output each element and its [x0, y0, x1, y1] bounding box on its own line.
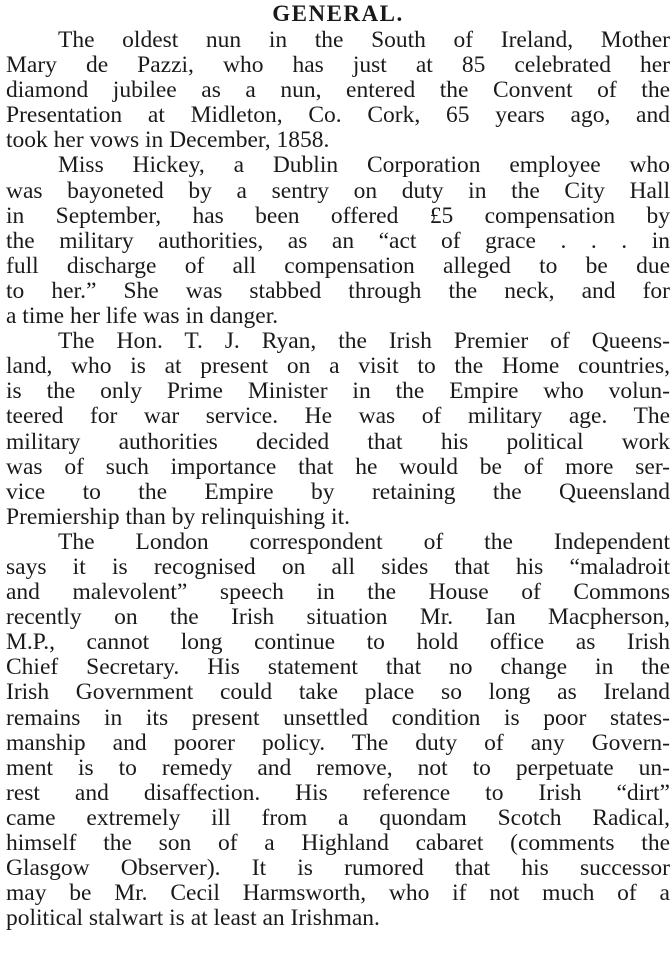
text-line: took her vows in December, 1858. — [6, 127, 330, 154]
text-line: in September, has been offered £5 compensation by — [6, 202, 670, 229]
text-line: Premiership than by relinquishing it. — [6, 503, 350, 530]
text-line: may be Mr. Cecil Harmsworth, who if not much of a — [6, 880, 670, 907]
text-line: recently on the Irish situation Mr. Ian Macpherson, — [6, 604, 670, 631]
article-body — [6, 28, 670, 931]
text-line: to her.” She was stabbed through the neck, and for — [6, 277, 670, 304]
text-line: political stalwart is at least an Irishman. — [6, 905, 380, 932]
text-line: Irish Government could take place so long as Ireland — [6, 679, 670, 706]
text-line: diamond jubilee as a nun, entered the Convent of the — [6, 77, 670, 104]
text-line: land, who is at present on a visit to the Home countries, — [6, 353, 670, 380]
text-line: Chief Secretary. His statement that no change in the — [6, 654, 670, 681]
text-line: manship and poorer policy. The duty of any Govern- — [6, 729, 670, 756]
text-line: rest and disaffection. His reference to Irish “dirt” — [6, 779, 670, 806]
text-line: ment is to remedy and remove, not to perpetuate un- — [6, 754, 670, 781]
text-line: full discharge of all compensation alleged to be due — [6, 252, 670, 279]
paragraph — [6, 530, 670, 932]
paragraph — [6, 329, 670, 530]
text-line: was of such importance that he would be of more ser- — [6, 453, 670, 480]
text-line: military authorities decided that his political work — [6, 428, 670, 455]
text-line: the military authorities, as an “act of grace . . . in — [6, 227, 670, 254]
text-line: was bayoneted by a sentry on duty in the City Hall — [6, 177, 670, 204]
text-line: came extremely ill from a quondam Scotch Radical, — [6, 804, 670, 831]
text-line: vice to the Empire by retaining the Queensland — [6, 478, 670, 505]
text-line: M.P., cannot long continue to hold office as Irish — [6, 629, 670, 656]
text-line: Glasgow Observer). It is rumored that his successor — [6, 855, 670, 882]
text-line: The oldest nun in the South of Ireland, Mother — [58, 27, 670, 53]
text-line: Mary de Pazzi, who has just at 85 celebrated her — [6, 52, 670, 79]
text-line: teered for war service. He was of military age. The — [6, 403, 670, 430]
text-line: The Hon. T. J. Ryan, the Irish Premier of Queens- — [58, 328, 670, 355]
paragraph — [6, 28, 670, 153]
text-line: The London correspondent of the Independent — [58, 528, 670, 555]
text-line: says it is recognised on all sides that his “maladroit — [6, 553, 670, 580]
text-line: a time her life was in danger. — [6, 303, 279, 330]
text-line: himself the son of a Highland cabaret (comments the — [6, 830, 670, 856]
text-line: Miss Hickey, a Dublin Corporation employee who — [58, 152, 670, 179]
text-line: is the only Prime Minister in the Empire who volun- — [6, 378, 670, 405]
paragraph — [6, 153, 670, 329]
text-line: remains in its present unsettled condition is poor states- — [6, 704, 670, 731]
text-line: Presentation at Midleton, Co. Cork, 65 years ago, and — [6, 102, 670, 129]
section-heading: GENERAL. — [272, 1, 404, 26]
text-line: and malevolent” speech in the House of Commons — [6, 579, 670, 606]
